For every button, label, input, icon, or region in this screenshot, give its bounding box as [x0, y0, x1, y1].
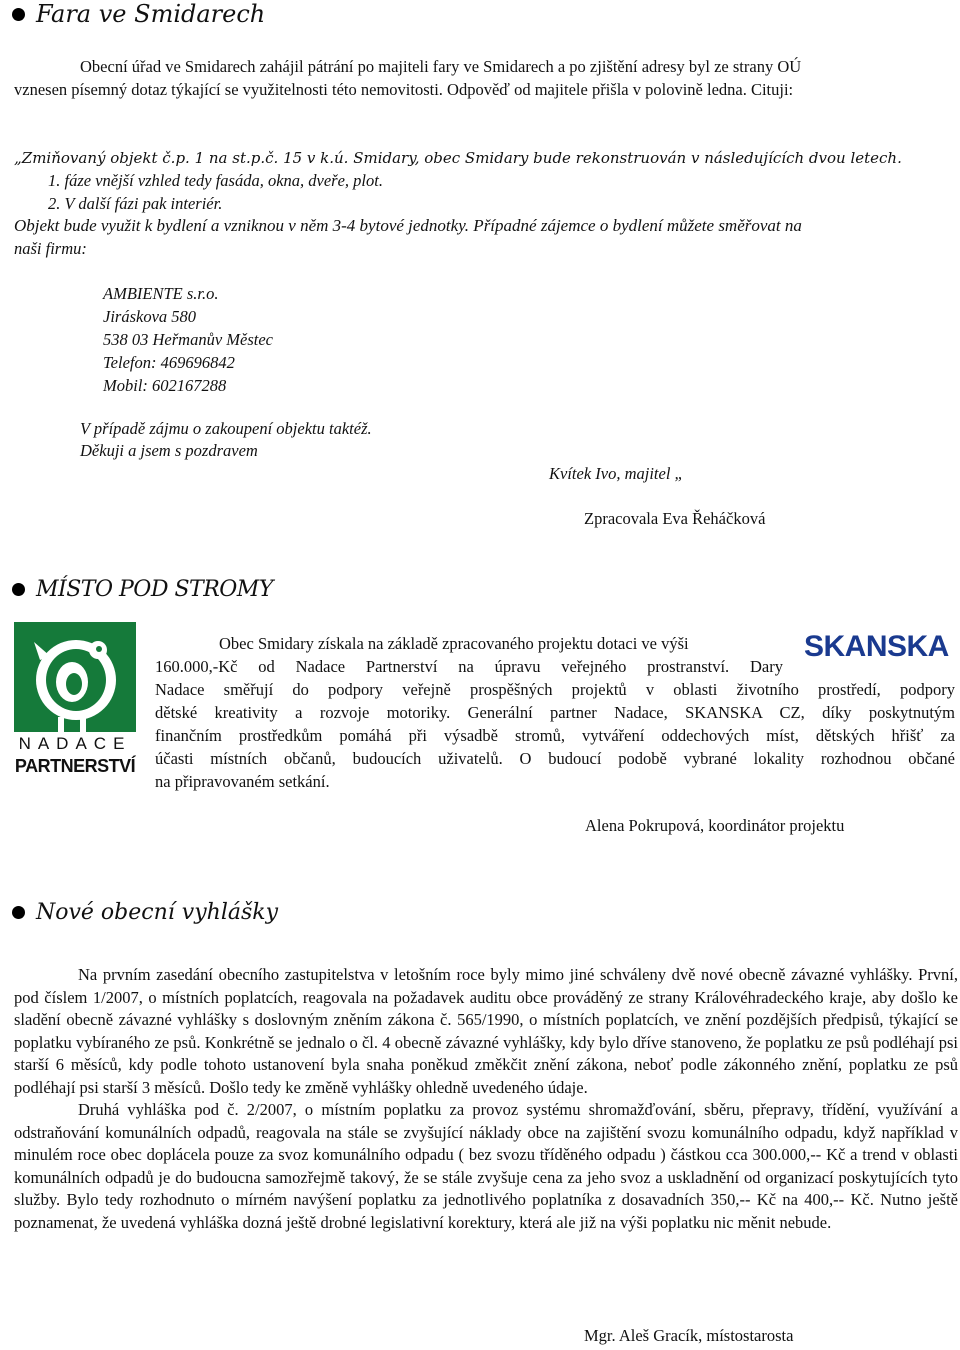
paragraph: Druhá vyhláška pod č. 2/2007, o místním poplatku za provoz systému shromažďování, sběru, přepravy, třídění, využívání a odstraňování komunálních odpadů, reagovala na stále se zvyšující náklady obce na zajištění svozu komunálního odpadu, když například v minulém roce obec doplácela pouze za svoz komunálního odpadu ( bez svozu tříděného odpadu ) částkou cca 300.000,-- Kč a trend v oblasti komunálních odpadů je do budoucna samozřejmě takový, že se stále zvyšuje cena za jeho svoz a uskladnění od organizací poskytujících tyto služby. Bylo tedy rozhodnuto o mírném navýšení poplatku za jednotlivého poplatníka z dosavadních 350,-- Kč na 400,-- Kč. Nutno ještě poznamenat, že uvedená vyhláška dozná ještě drobné legislativní korektury, která ale již na výši poplatku nic měnit nebude.: [14, 1100, 958, 1232]
section-heading-misto: [12, 577, 273, 602]
quote-line: „Zmiňovaný objekt č.p. 1 na st.p.č. 15 v k.ú. Smidary, obec Smidary bude rekonstruován v následujících dvou letech.: [14, 149, 902, 167]
body-line: Obec Smidary získala na základě zpracovaného projektu dotaci ve výši: [219, 634, 689, 653]
quote-line: 1. fáze vnější vzhled tedy fasáda, okna, dveře, plot.: [48, 171, 383, 190]
address-line: Jiráskova 580: [103, 307, 197, 326]
signature: Alena Pokrupová, koordinátor projektu: [585, 816, 845, 835]
skanska-logo: SKANSKA: [804, 630, 949, 663]
article-body: [14, 964, 958, 1234]
body-line: dětské kreativity a rozvoje motoriky. Generální partner Nadace, SKANSKA CZ, díky poskytnutým: [155, 703, 955, 722]
body-line: finančním prostředkům pomáhá při výsadbě stromů, vytváření oddechových míst, dětských hřišť za: [155, 726, 955, 745]
intro-line: Obecní úřad ve Smidarech zahájil pátrání po majiteli fary ve Smidarech a po zjištění adresy byl ze strany OÚ: [80, 57, 802, 76]
address-line: 538 03 Heřmanův Městec: [103, 330, 273, 349]
bullet-icon: [12, 906, 25, 919]
quote-line: Objekt bude využit k bydlení a vzniknou v něm 3-4 bytové jednotky. Případné zájemce o bydlení můžete směřovat na: [14, 216, 802, 235]
quote-line: naši firmu:: [14, 239, 87, 258]
address-block: [103, 282, 273, 397]
heading-text: Nové obecní vyhlášky: [36, 900, 279, 925]
intro-line: vznesen písemný dotaz týkající se využitelnosti této nemovitosti. Odpověď od majitele přišla v polovině ledna. Cituji:: [14, 80, 794, 99]
heading-text: MÍSTO POD STROMY: [36, 577, 273, 602]
address-line: Telefon: 469696842: [103, 353, 235, 372]
logo-text-top: NADACE: [18, 734, 132, 753]
body-line: na připravovaném setkání.: [155, 772, 330, 791]
closing-line: Děkuji a jsem s pozdravem: [80, 441, 258, 460]
address-line: AMBIENTE s.r.o.: [103, 284, 219, 303]
body-line: 160.000,-Kč od Nadace Partnerství na úpravu veřejného prostranství. Dary: [155, 657, 783, 676]
body-line: Nadace směřují do podpory veřejně prospěšných projektů v oblasti životního prostředí, podpory: [155, 680, 955, 699]
signature: Mgr. Aleš Gracík, místostarosta: [584, 1326, 794, 1345]
signature: Kvítek Ivo, majitel „: [549, 464, 684, 483]
closing-line: V případě zájmu o zakoupení objektu taktéž.: [80, 419, 372, 438]
section-heading-vyhlasky: [12, 900, 278, 925]
bullet-icon: [12, 8, 25, 21]
logo-text-bottom: PARTNERSTVÍ: [14, 756, 136, 776]
prepared-by: Zpracovala Eva Řeháčková: [584, 509, 766, 528]
paragraph: Na prvním zasedání obecního zastupitelstva v letošním roce byly mimo jiné schváleny dvě nové obecně závazné vyhlášky. První, pod číslem 1/2007, o místních poplatcích, reagovala na požadavek auditu obce prováděný ze strany Královéhradeckého kraje, aby došlo ke sladění obecně závazné vyhlášky s doslovným zněním zákona č. 565/1990, o místních poplatcích, ve znění pozdějších předpisů, týkající se poplatku vybíraného ze psů. Konkrétně se jednalo o čl. 4 obecně závazné vyhlášky, kdy bylo dříve stanoveno, že poplatku ze psů podléhají psi starší 6 měsíců, kdy podle tohoto ustanovení byla snaha poněkud změkčit znění zákona, neboť podle zákonného znění, poplatku ze psů podléhají psi starší 3 měsíců. Došlo tedy ke změně vyhlášky ohledně uvedeného údaje.: [14, 965, 958, 1097]
heading-text: Fara ve Smidarech: [36, 0, 266, 28]
nadace-partnerstvi-logo: [14, 622, 136, 784]
quote-line: 2. V další fázi pak interiér.: [48, 194, 223, 213]
address-line: Mobil: 602167288: [103, 376, 227, 395]
bullet-icon: [12, 583, 25, 596]
body-line: účasti místních občanů, budoucích uživatelů. O budoucí podobě vybrané lokality rozhodnou občané: [155, 749, 955, 768]
section-heading-fara: [12, 0, 265, 28]
